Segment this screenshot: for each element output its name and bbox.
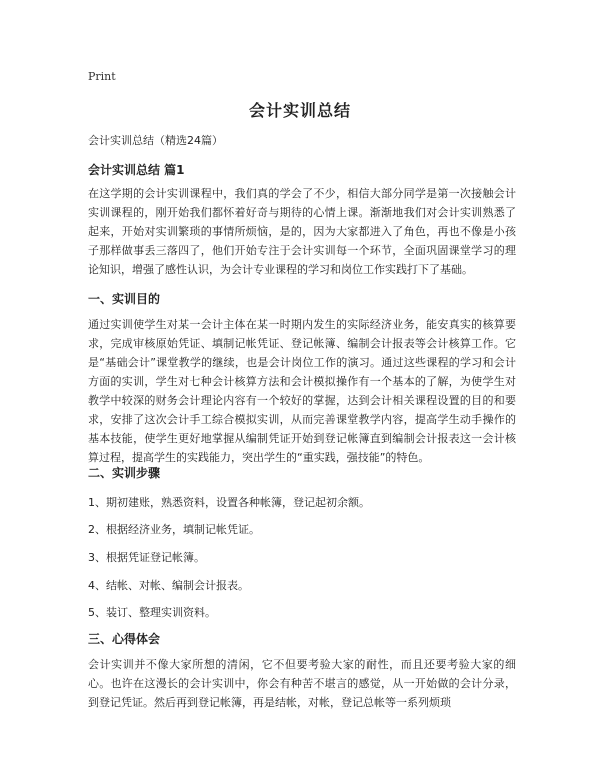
purpose-heading: 一、实训目的: [88, 292, 161, 306]
page-title: 会计实训总结: [248, 101, 351, 120]
step-item: 2、根据经济业务，填制记帐凭证。: [88, 523, 260, 536]
step-item: 1、期初建账，熟悉资料，设置各种帐簿，登记起初余额。: [88, 496, 370, 509]
document-subtitle: 会计实训总结（精选24篇）: [88, 134, 223, 147]
purpose-paragraph: 通过实训使学生对某一会计主体在某一时期内发生的实际经济业务，能安真实的核算要求，完成审核原始凭证、填制记帐凭证、登记帐簿、编制会计报表等会计核算工作。它是“基础会计”课堂教学的继续，也是会计岗位工作的演习。通过这些课程的学习和会计方面的实训，学生对七种会计核算方法和会计模拟操作有一个基本的了解，为使学生对教学中较深的财务会计理论内容有一个较好的掌握，达到会计相关课程设置的目的和要求，安排了这次会计手工综合模拟实训，从而完善课堂教学内容，提高学生动手操作的基本技能，使学生更好地掌握从编制凭证开始到登记帐簿直到编制会计报表这一会计核算过程，提高学生的实践能力，突出学生的“重实践，强技能”的特色。: [88, 318, 516, 464]
section-heading: 会计实训总结 篇1: [88, 163, 185, 177]
step-item: 4、结帐、对帐、编制会计报表。: [88, 579, 249, 592]
experience-paragraph: 会计实训并不像大家所想的清闲，它不但要考验大家的耐性，而且还要考验大家的细心。也许在这漫长的会计实训中，你会有种苦不堪言的感觉，从一开始做的会计分录，到登记凭证。然后再到登记帐簿，再是结帐，对帐，登记总帐等一系列烦琐: [88, 658, 516, 709]
experience-heading: 三、心得体会: [88, 632, 161, 646]
intro-paragraph: 在这学期的会计实训课程中，我们真的学会了不少，相信大部分同学是第一次接触会计实训课程的，刚开始我们都怀着好奇与期待的心情上课。渐渐地我们对会计实训熟悉了起来，开始对实训繁琐的事情所烦恼，是的，因为大家都进入了角色，再也不像是小孩子那样做事丢三落四了，他们开始专注于会计实训每一个环节，全面巩固课堂学习的理论知识，增强了感性认识，为会计专业课程的学习和岗位工作实践打下了基础。: [88, 187, 516, 276]
steps-heading: 二、实训步骤: [88, 466, 161, 480]
step-item: 3、根据凭证登记帐簿。: [88, 551, 205, 564]
print-label[interactable]: Print: [88, 70, 116, 83]
step-item: 5、装订、整理实训资料。: [88, 606, 216, 619]
